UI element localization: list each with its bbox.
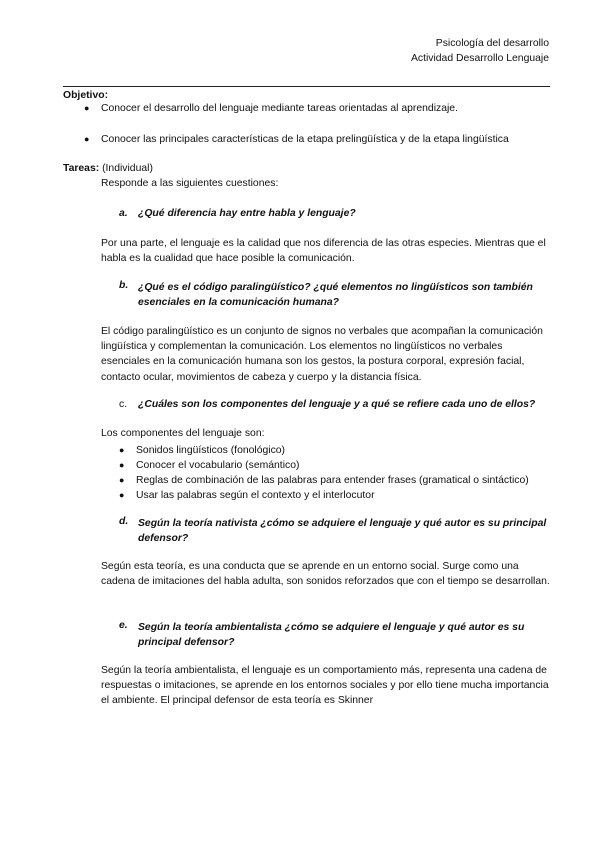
document-header: [411, 36, 549, 66]
activity-title: Actividad Desarrollo Lenguaje: [410, 53, 549, 64]
objective-item-text: Conocer el desarrollo del lenguaje mediante tareas orientadas al aprendizaje.: [101, 103, 458, 114]
objective-label: Objetivo:: [63, 90, 109, 101]
header-divider: [63, 86, 550, 87]
question-text: Según la teoría nativista ¿cómo se adquiere el lenguaje y qué autor es su principal defensor?: [138, 518, 547, 545]
bullet-icon: ●: [119, 490, 125, 500]
question-text: ¿Qué diferencia hay entre habla y lenguaje?: [138, 208, 356, 219]
list-item-text: Reglas de combinación de las palabras para entender frases (gramatical o sintáctico): [136, 475, 529, 486]
tasks-label-suffix: (Individual): [99, 163, 153, 174]
answer-intro: Los componentes del lenguaje son:: [101, 428, 265, 439]
list-item-text: Conocer el vocabulario (semántico): [136, 460, 300, 471]
question-marker: e.: [119, 620, 128, 631]
tasks-label: Tareas:: [63, 163, 100, 174]
course-title: Psicología del desarrollo: [435, 38, 549, 49]
objective-item-text: Conocer las principales características de la etapa prelingüística y de la etapa lingüística: [101, 134, 509, 145]
question-marker: b.: [119, 280, 129, 291]
list-item: [116, 473, 556, 488]
answer-text: Según la teoría ambientalista, el lenguaje es un comportamiento más, representa una cadena de respuestas o imitaciones, se aprende en los entornos sociales y por ello tiene mucha importancia el ambiente. El principal defensor de esta teoría es Skinner: [101, 665, 549, 707]
list-item: [116, 458, 556, 473]
bullet-icon: ●: [84, 134, 90, 144]
question-text: Según la teoría ambientalista ¿cómo se adquiere el lenguaje y qué autor es su principal defensor?: [138, 622, 525, 649]
bullet-icon: ●: [119, 460, 125, 470]
question-text: ¿Cuáles son los componentes del lenguaje y a qué se refiere cada uno de ellos?: [138, 399, 536, 410]
answer-text: Por una parte, el lenguaje es la calidad que nos diferencia de las otras especies. Mientras que el habla es la cualidad que hace posible la comunicación.: [101, 238, 546, 265]
question-marker: c.: [119, 399, 128, 410]
answer-text: Según esta teoría, es una conducta que se aprende en un entorno social. Surge como una cadena de imitaciones del habla adulta, son sonidos reforzados que con el tiempo se desarrollan.: [101, 561, 550, 588]
list-item-text: Usar las palabras según el contexto y el interlocutor: [136, 490, 375, 501]
list-item: [116, 443, 556, 458]
list-item: [116, 488, 556, 503]
answer-text: El código paralingüístico es un conjunto de signos no verbales que acompañan la comunicación lingüística y complementan la comunicación. Los elementos no lingüísticos no verbales esenciales en la comunicación humana son los gestos, la postura corporal, expresión facial, contacto ocular, movimientos de cabeza y cuerpo y la distancia física.: [101, 326, 543, 383]
question-marker: d.: [119, 516, 129, 527]
bullet-icon: ●: [84, 103, 90, 113]
question-text: ¿Qué es el código paralingüístico? ¿qué elementos no lingüísticos son también esenciales en la comunicación humana?: [138, 282, 533, 309]
components-list: [116, 443, 556, 503]
list-item-text: Sonidos lingüísticos (fonológico): [136, 445, 286, 456]
bullet-icon: ●: [119, 445, 125, 455]
bullet-icon: ●: [119, 475, 125, 485]
tasks-heading: [63, 163, 153, 174]
question-marker: a.: [119, 208, 128, 219]
tasks-instruction: Responde a las siguientes cuestiones:: [101, 178, 279, 189]
